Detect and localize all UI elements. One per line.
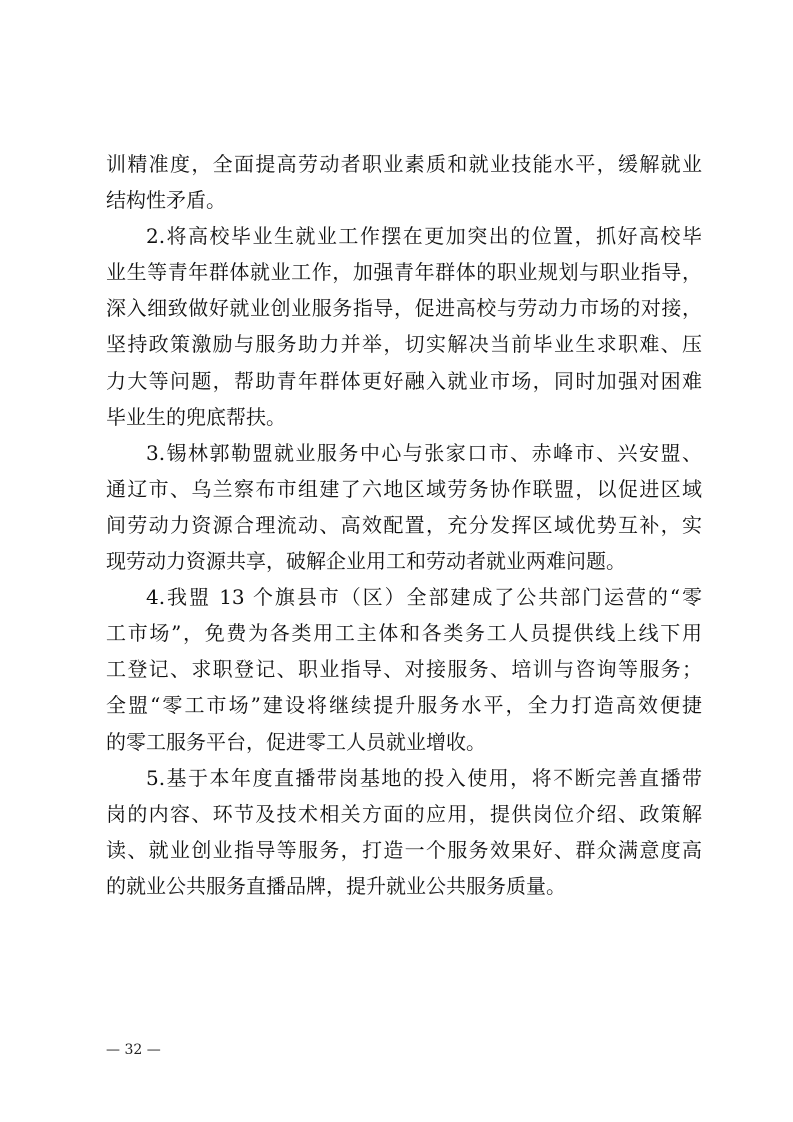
text-line: 力大等问题，帮助青年群体更好融入就业市场，同时加强对困难 bbox=[106, 368, 702, 393]
page-number: — 32 — bbox=[106, 1042, 161, 1058]
paragraph-4-line: 4.我盟 13 个旗县市（区）全部建成了公共部门运营的“零 bbox=[146, 585, 702, 610]
text-line: 工市场”，免费为各类用工主体和各类务工人员提供线上线下用 bbox=[106, 621, 702, 646]
text-line: 深入细致做好就业创业服务指导，促进高校与劳动力市场的对接， bbox=[106, 296, 702, 321]
text-line: 的零工服务平台，促进零工人员就业增收。 bbox=[106, 729, 486, 754]
text-line: 读、就业创业指导等服务，打造一个服务效果好、群众满意度高 bbox=[106, 837, 702, 862]
paragraph-5-line: 5.基于本年度直播带岗基地的投入使用，将不断完善直播带 bbox=[146, 765, 702, 790]
text-line: 的就业公共服务直播品牌，提升就业公共服务质量。 bbox=[106, 873, 566, 898]
text-line: 训精准度，全面提高劳动者职业素质和就业技能水平，缓解就业 bbox=[106, 152, 702, 176]
text-line: 结构性矛盾。 bbox=[106, 188, 226, 213]
text-line: 通辽市、乌兰察布市组建了六地区域劳务协作联盟，以促进区域 bbox=[106, 476, 702, 501]
text-line: 岗的内容、环节及技术相关方面的应用，提供岗位介绍、政策解 bbox=[106, 801, 702, 826]
text-line: 坚持政策激励与服务助力并举，切实解决当前毕业生求职难、压 bbox=[106, 332, 702, 357]
body-text bbox=[106, 146, 702, 904]
text-line: 毕业生的兜底帮扶。 bbox=[106, 404, 286, 429]
paragraph-3-line: 3.锡林郭勒盟就业服务中心与张家口市、赤峰市、兴安盟、 bbox=[146, 440, 702, 465]
text-line: 工登记、求职登记、职业指导、对接服务、培训与咨询等服务； bbox=[106, 657, 702, 682]
paragraph-2-line: 2.将高校毕业生就业工作摆在更加突出的位置，抓好高校毕 bbox=[146, 224, 702, 249]
text-line: 全盟“零工市场”建设将继续提升服务水平，全力打造高效便捷 bbox=[106, 693, 702, 718]
text-line: 现劳动力资源共享，破解企业用工和劳动者就业两难问题。 bbox=[106, 549, 626, 574]
text-line: 业生等青年群体就业工作，加强青年群体的职业规划与职业指导， bbox=[106, 260, 702, 285]
text-line: 间劳动力资源合理流动、高效配置，充分发挥区域优势互补，实 bbox=[106, 512, 702, 537]
